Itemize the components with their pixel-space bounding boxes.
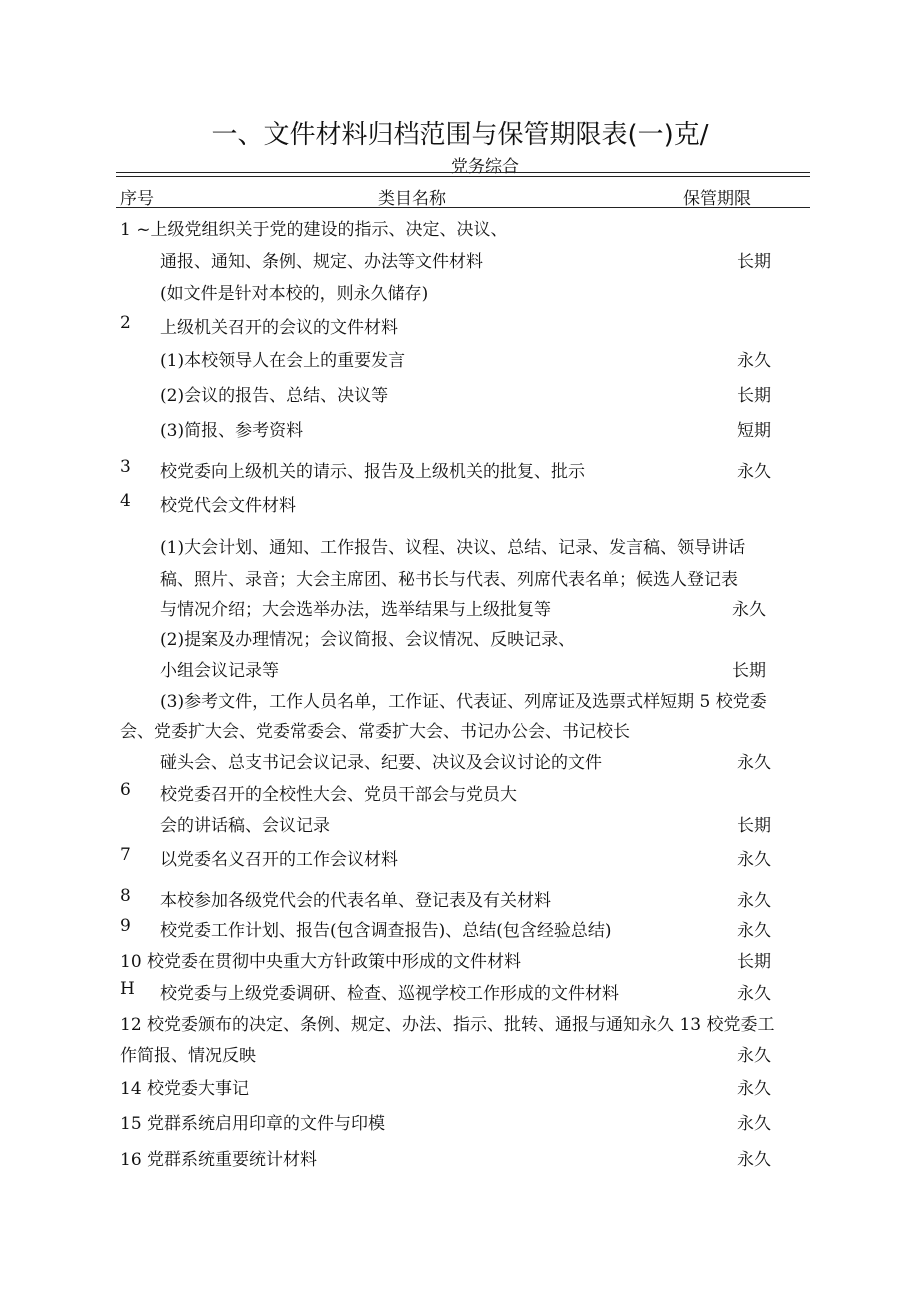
row-2-no: 2 (120, 313, 131, 333)
row-4-line-1: 校党代会文件材料 (160, 496, 296, 516)
row-2-3-period: 短期 (737, 421, 771, 441)
row-2-3-line: (3)简报、参考资料 (160, 421, 304, 441)
row-7-no: 7 (120, 845, 131, 865)
row-4-2-line-1: (2)提案及办理情况；会议简报、会议情况、反映记录、 (160, 630, 576, 650)
row-8-no: 8 (120, 886, 131, 906)
row-4-2-period: 长期 (732, 661, 766, 681)
header-no: 序号 (120, 189, 154, 209)
page-title: 一、文件材料归档范围与保管期限表(一)克/ (211, 120, 709, 150)
row-14-period: 永久 (737, 1079, 771, 1099)
row-6-line-2: 会的讲话稿、会议记录 (160, 816, 330, 836)
row-9-line-1: 校党委工作计划、报告(包含调查报告)、总结(包含经验总结) (160, 921, 612, 941)
row-7-line-1: 以党委名义召开的工作会议材料 (160, 850, 398, 870)
row-6-line-1: 校党委召开的全校性大会、党员干部会与党员大 (160, 785, 517, 805)
header-rule (116, 207, 810, 208)
row-1-line-1: 1 ~上级党组织关于党的建设的指示、决定、决议、 (120, 220, 508, 240)
row-11-line-1: 校党委与上级党委调研、检查、巡视学校工作形成的文件材料 (160, 984, 619, 1004)
header-period: 保管期限 (683, 189, 751, 209)
row-4-3-line-2: 会、党委扩大会、党委常委会、常委扩大会、书记办公会、书记校长 (120, 722, 630, 742)
row-2-line-1: 上级机关召开的会议的文件材料 (160, 318, 398, 338)
row-1-line-3: (如文件是针对本校的，则永久储存) (160, 284, 429, 304)
page-subtitle: 党务综合 (451, 157, 519, 177)
row-4-3-line-3: 碰头会、总支书记会议记录、纪要、决议及会议讨论的文件 (160, 753, 602, 773)
row-16-period: 永久 (737, 1150, 771, 1170)
row-6-period: 长期 (737, 816, 771, 836)
row-3-no: 3 (120, 457, 131, 477)
row-13-period: 永久 (737, 1046, 771, 1066)
row-9-no: 9 (120, 916, 131, 936)
row-9-period: 永久 (737, 921, 771, 941)
row-2-2-line: (2)会议的报告、总结、决议等 (160, 386, 389, 406)
row-2-1-period: 永久 (737, 351, 771, 371)
row-1-period: 长期 (737, 252, 771, 272)
row-4-no: 4 (120, 491, 131, 511)
row-11-no: H (120, 979, 135, 999)
row-11-period: 永久 (737, 984, 771, 1004)
row-16-line-1: 16 党群系统重要统计材料 (120, 1150, 318, 1170)
row-4-3-line-1: (3)参考文件，工作人员名单，工作证、代表证、列席证及选票式样短期 5 校党委 (160, 692, 767, 712)
row-12-line-1: 12 校党委颁布的决定、条例、规定、办法、指示、批转、通报与通知永久 13 校党委工 (120, 1015, 775, 1035)
row-4-1-period: 永久 (732, 600, 766, 620)
row-10-period: 长期 (737, 952, 771, 972)
row-1-line-2: 通报、通知、条例、规定、办法等文件材料 (160, 252, 483, 272)
row-10-line-1: 10 校党委在贯彻中央重大方针政策中形成的文件材料 (120, 952, 522, 972)
row-4-2-line-2: 小组会议记录等 (160, 661, 279, 681)
row-4-1-line-2: 稿、照片、录音；大会主席团、秘书长与代表、列席代表名单；候选人登记表 (160, 570, 738, 590)
row-2-2-period: 长期 (737, 386, 771, 406)
row-15-line-1: 15 党群系统启用印章的文件与印模 (120, 1114, 386, 1134)
row-4-1-line-1: (1)大会计划、通知、工作报告、议程、决议、总结、记录、发言稿、领导讲话 (160, 538, 746, 558)
top-rule (116, 172, 810, 173)
row-6-no: 6 (120, 780, 131, 800)
header-name: 类目名称 (378, 189, 446, 209)
row-8-line-1: 本校参加各级党代会的代表名单、登记表及有关材料 (160, 891, 551, 911)
row-8-period: 永久 (737, 891, 771, 911)
row-4-3-period: 永久 (737, 753, 771, 773)
row-3-line-1: 校党委向上级机关的请示、报告及上级机关的批复、批示 (160, 462, 585, 482)
row-3-period: 永久 (737, 462, 771, 482)
row-12-line-2: 作简报、情况反映 (120, 1046, 256, 1066)
row-14-line-1: 14 校党委大事记 (120, 1079, 250, 1099)
row-2-1-line: (1)本校领导人在会上的重要发言 (160, 351, 406, 371)
row-7-period: 永久 (737, 850, 771, 870)
row-15-period: 永久 (737, 1114, 771, 1134)
row-4-1-line-3: 与情况介绍；大会选举办法，选举结果与上级批复等 (160, 600, 551, 620)
top-rule-2 (116, 176, 810, 177)
